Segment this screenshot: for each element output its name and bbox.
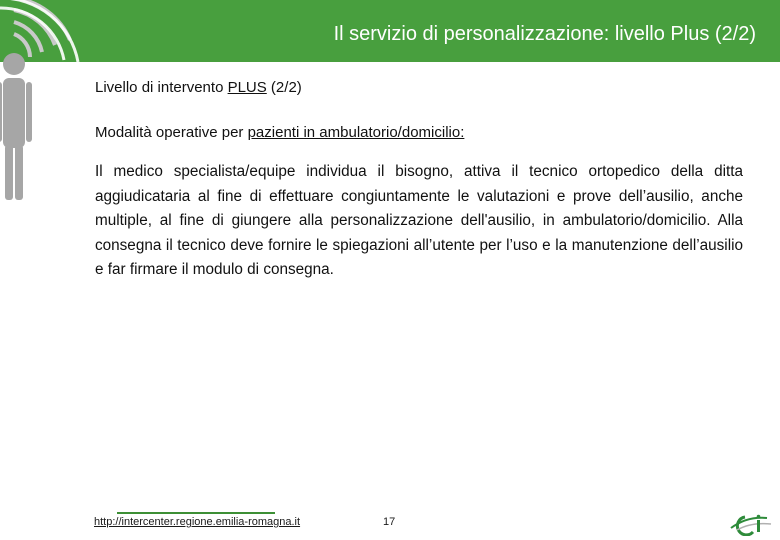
body-paragraph: Il medico specialista/equipe individua il bisogno, attiva il tecnico ortopedico della ditta aggiudicataria al fine di effettuare congiuntamente le valutazioni e prove dell’ausilio, anche multiple, al fine di giungere alla personalizzazione dell'ausilio, in ambulatorio/domicilio. Alla consegna il tecnico deve fornire le spiegazioni all’utente per l’uso e la manutenzione dell’ausilio e far firmare il modulo di consegna.	[95, 163, 743, 278]
page-number: 17	[383, 516, 396, 528]
section-heading	[95, 123, 743, 143]
person-signal-icon	[0, 0, 80, 215]
slide-title: Il servizio di personalizzazione: livello Plus (2/2)	[333, 23, 756, 45]
subtitle-prefix: Livello di intervento	[95, 79, 228, 96]
title-bar	[0, 0, 780, 62]
footer-rule	[117, 512, 275, 514]
heading-prefix: Modalità operative per	[95, 124, 248, 141]
subtitle-suffix: (2/2)	[266, 79, 302, 96]
content-area	[95, 78, 743, 283]
subtitle	[95, 78, 743, 98]
subtitle-underlined: PLUS	[227, 79, 267, 96]
intercenter-logo-icon	[723, 512, 775, 536]
heading-underlined: pazienti in ambulatorio/domicilio:	[247, 124, 465, 141]
footer-link[interactable]: http://intercenter.regione.emilia-romagna.it	[94, 516, 301, 528]
